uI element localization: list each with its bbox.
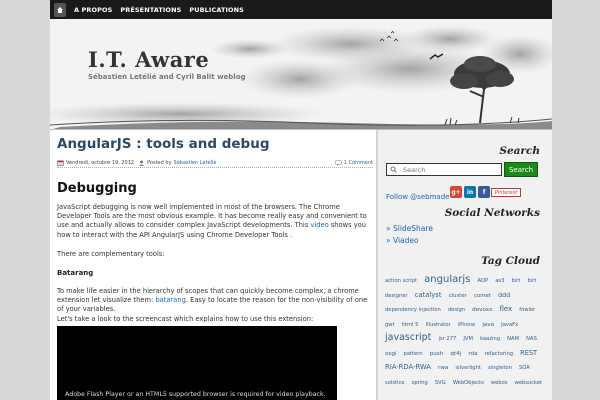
tag-link[interactable]: as3 [495, 278, 505, 284]
tag-link[interactable]: gwt [385, 321, 395, 328]
tag-link[interactable]: RIA-RDA-RWA [385, 363, 431, 371]
tag-link[interactable]: webos [490, 379, 508, 386]
tag-link[interactable]: birt [511, 278, 521, 284]
paragraph-intro [57, 203, 375, 240]
search-button[interactable]: Search [504, 162, 538, 177]
tag-link[interactable]: iPhone [457, 321, 476, 328]
paragraph-batarang [57, 287, 375, 315]
paragraph-batarang-text-a: To make life easier in the hierarchy of scopes that can quickly become complex, a chrome extension let visualize them: [57, 287, 359, 305]
post-title[interactable]: AngularJS : tools and debug [57, 136, 270, 152]
tag-link[interactable]: solstice [385, 379, 405, 386]
home-icon [56, 6, 64, 14]
tag-link[interactable]: kaazing [480, 336, 501, 342]
site-header [50, 19, 552, 130]
social-networks-heading: Social Networks [444, 207, 540, 219]
paragraph-intro-text-b: shows you how to interact with the API AngularJS using Chrome Developer Tools . [57, 221, 366, 239]
tag-cloud [385, 272, 547, 388]
tag-link[interactable]: osgi [385, 350, 397, 357]
network-link-slideshare[interactable]: » SlideShare [386, 224, 433, 233]
tag-link[interactable]: html 5 [401, 321, 419, 328]
tag-link[interactable]: qt4j [450, 350, 462, 357]
tag-link[interactable]: spring [411, 379, 428, 386]
paragraph-screencast: Let's take a look to the screencast which explains how to use this extension: [57, 315, 314, 323]
network-label-viadeo: Viadeo [392, 236, 419, 245]
nav-item-publications[interactable]: PUBLICATIONS [189, 5, 244, 14]
author-icon [138, 160, 145, 166]
post-meta [57, 158, 373, 168]
tag-link[interactable]: NAM [507, 336, 520, 342]
post-date: Vendredi, octobre 19, 2012 [66, 159, 135, 166]
site-subtitle: Sébastien Letélié and Cyril Balit weblog [88, 73, 246, 81]
tag-link[interactable]: javascript [385, 332, 432, 343]
section-heading-debugging: Debugging [57, 181, 137, 196]
network-label-slideshare: SlideShare [392, 224, 433, 233]
paragraph-tools: There are complementary tools: [57, 250, 165, 258]
video-player[interactable] [57, 326, 337, 400]
paragraph-batarang-text-b: . Easy to locate the reason for the non-visibility of one of your variables. [57, 296, 368, 314]
facebook-icon[interactable]: f [478, 186, 490, 198]
tag-link[interactable]: REST [520, 348, 538, 357]
site-title[interactable]: I.T. Aware [88, 47, 210, 72]
network-link-viadeo[interactable]: » Viadeo [386, 236, 419, 245]
tag-link[interactable]: rwa [438, 365, 449, 371]
tag-cloud-heading: Tag Cloud [481, 255, 540, 267]
tag-link[interactable]: action script [385, 278, 418, 284]
tag-link[interactable]: jsr 277 [438, 336, 457, 342]
tag-link[interactable]: birt designer [385, 278, 537, 299]
video-link[interactable]: video [310, 221, 329, 230]
subheading-batarang: Batarang [57, 269, 94, 277]
search-icon [390, 166, 397, 173]
tag-link[interactable]: JavaFx [501, 321, 519, 328]
follow-twitter-link[interactable]: Follow @sebmade [386, 193, 450, 201]
post-author-link[interactable]: Sébastien Letélié [173, 159, 217, 166]
tag-link[interactable]: Illustrator [425, 321, 451, 328]
tag-link[interactable]: websocket [514, 379, 543, 386]
tag-link[interactable]: AOP [477, 278, 489, 284]
paragraph-intro-text-a: JavaScript debugging is now well implemented in most of the browsers. The Chrome Developer Tools are the most obvious example. It has become really easy and convenient to use and actually allows to consider complex JavaScript developments. This [57, 203, 367, 230]
tag-link[interactable]: java [482, 321, 495, 328]
nav-item-a-propos[interactable]: A PROPOS [74, 5, 113, 14]
comment-icon [335, 160, 342, 166]
search-heading: Search [499, 145, 540, 157]
tag-link[interactable]: dependency injection [385, 307, 441, 313]
top-nav [50, 0, 552, 19]
tag-link[interactable]: ddd [498, 290, 511, 299]
tag-link[interactable]: WebObjects [452, 379, 484, 386]
tag-link[interactable]: angularjs [424, 274, 471, 285]
tag-link[interactable]: singleton [488, 365, 512, 371]
pinterest-button[interactable]: Pinterest [491, 188, 521, 197]
search-input[interactable] [386, 163, 502, 176]
linkedin-icon[interactable]: in [464, 186, 476, 198]
tag-link[interactable]: catalyst [414, 290, 442, 299]
tag-link[interactable]: devoxx [472, 307, 493, 313]
tag-link[interactable]: flex [499, 305, 513, 313]
batarang-link[interactable]: batarang [155, 296, 186, 305]
tag-link[interactable]: SOA [518, 365, 530, 371]
tag-link[interactable]: rda [468, 350, 478, 357]
tag-link[interactable]: design [447, 307, 466, 313]
google-plus-icon[interactable]: g+ [450, 186, 462, 198]
tag-link[interactable]: NAS [526, 336, 537, 342]
tag-link[interactable]: cluster [448, 292, 467, 299]
posted-by-label: Posted by [147, 159, 172, 166]
sidebar [378, 130, 552, 400]
tag-link[interactable]: refactoring [484, 350, 514, 357]
tag-link[interactable]: comet [474, 292, 491, 299]
video-fallback-message: Adobe Flash Player or an HTML5 supported browser is required for video playback. [65, 391, 326, 398]
tag-link[interactable]: silverlight [455, 365, 481, 371]
tag-link[interactable]: SVG [434, 379, 446, 386]
main-content [50, 130, 377, 400]
tag-link[interactable]: push [429, 350, 444, 357]
comments-count: 1 Comment [343, 159, 373, 166]
comments-link[interactable] [335, 160, 373, 166]
tag-link[interactable]: JVM [463, 336, 473, 342]
tag-link[interactable]: fowler [519, 307, 536, 313]
tag-link[interactable]: pattern [403, 350, 423, 357]
home-button[interactable] [54, 3, 66, 17]
nav-item-presentations[interactable]: PRÉSENTATIONS [120, 5, 182, 14]
calendar-icon [57, 160, 64, 166]
